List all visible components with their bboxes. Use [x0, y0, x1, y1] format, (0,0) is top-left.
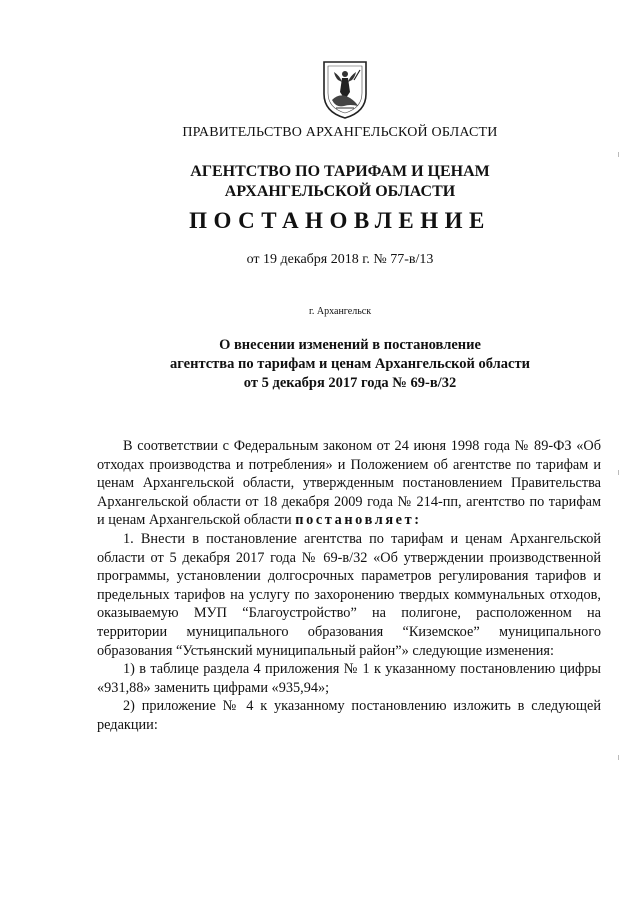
- document-type-title: ПОСТАНОВЛЕНИЕ: [189, 208, 491, 233]
- item-1-paragraph: 1. Внести в постановление агентства по тарифам и ценам Архангельской области от 5 декабря 2017 года № 69-в/32 «Об утверждении производственной программы, установлении долгосрочных параметров регулирования тарифов и предельных тарифов на услугу по захоронению твердых коммунальных отходов, оказываемую МУП “Благоустройство” на полигоне, расположенном на территории муниципального образования “Киземское” муниципального образования “Устьянский муниципальный район”» следующие изменения:: [97, 530, 601, 659]
- document-city: г. Архангельск: [308, 306, 372, 317]
- agency-name: [80, 162, 600, 202]
- agency-name-line-1: АГЕНТСТВО ПО ТАРИФАМ И ЦЕНАМ: [190, 163, 490, 180]
- document-body: [97, 437, 601, 735]
- subject-line-1: О внесении изменений в постановление: [219, 337, 481, 353]
- coat-of-arms-emblem: [320, 58, 370, 120]
- scan-mark: [618, 152, 619, 157]
- scan-mark: [618, 470, 619, 475]
- preamble-paragraph: [97, 437, 601, 530]
- document-date-number: от 19 декабря 2018 г. № 77-в/13: [246, 252, 434, 267]
- item-1-1-paragraph: 1) в таблице раздела 4 приложения № 1 к указанному постановлению цифры «931,88» заменить цифрами «935,94»;: [97, 661, 601, 696]
- item-1-2-paragraph: 2) приложение № 4 к указанному постановлению изложить в следующей редакции:: [97, 698, 601, 733]
- subject-line-2: агентства по тарифам и ценам Архангельской области: [170, 356, 530, 372]
- subject-line-3: от 5 декабря 2017 года № 69-в/32: [243, 375, 457, 391]
- agency-name-line-2: АРХАНГЕЛЬСКОЙ ОБЛАСТИ: [224, 183, 456, 200]
- scan-mark: [618, 755, 619, 760]
- resolves-word: постановляет:: [295, 512, 422, 529]
- preamble-text: В соответствии с Федеральным законом от 24 июня 1998 года № 89-ФЗ «Об отходах производства и потребления» и Положением об агентстве по тарифам и ценам Архангельской области, утвержденным постановлением Правительства Архангельской области от 18 декабря 2009 года № 214-пп, агентство по тарифам и ценам Архангельской области: [97, 438, 601, 529]
- government-name: ПРАВИТЕЛЬСТВО АРХАНГЕЛЬСКОЙ ОБЛАСТИ: [182, 125, 498, 140]
- document-subject: [100, 336, 600, 393]
